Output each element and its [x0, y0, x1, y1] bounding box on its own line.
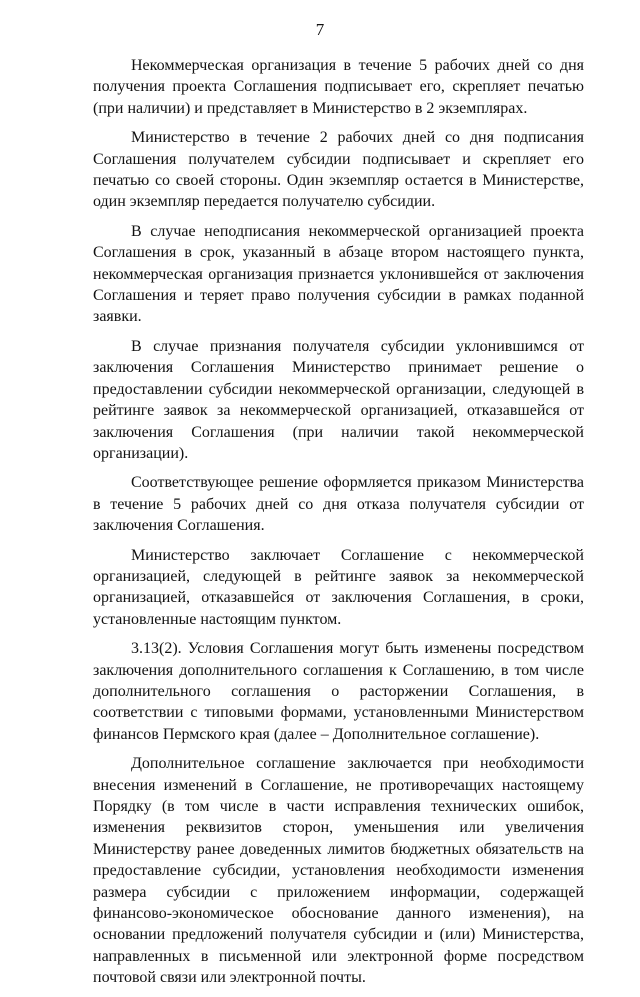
paragraph-agreement-with-next: Министерство заключает Соглашение с некоммерческой организацией, следующей в рейтинге заявок за некоммерческой организацией, отказавшейся от заключения Соглашения, в сроки, установленные настоящим пунктом. [93, 546, 584, 628]
document-body [93, 55, 584, 997]
paragraph-non-signing: В случае неподписания некоммерческой организацией проекта Соглашения в срок, указанный в абзаце втором настоящего пункта, некоммерческая организация признается уклонившейся от заключения Соглашения и теряет право получения субсидии в рамках поданной заявки. [93, 222, 584, 326]
paragraph-order-issuance: Соответствующее решение оформляется приказом Министерства в течение 5 рабочих дней со дня отказа получателя субсидии от заключения Соглашения. [93, 474, 584, 535]
paragraph-signing-by-organization: Некоммерческая организация в течение 5 рабочих дней со дня получения проекта Соглашения подписывает его, скрепляет печатью (при наличии) и представляет в Министерство в 2 экземплярах. [93, 57, 584, 117]
paragraph-clause-3-13-2: 3.13(2). Условия Соглашения могут быть изменены посредством заключения дополнительного соглашения к Соглашению, в том числе дополнительного соглашения о расторжении Соглашения, в соответствии с типовыми формами, установленными Министерством финансов Пермского края (далее – Дополнительное соглашение). [93, 640, 584, 743]
page-number: 7 [315, 20, 325, 39]
paragraph-evasion-decision: В случае признания получателя субсидии уклонившимся от заключения Соглашения Министерство принимает решение о предоставлении субсидии некоммерческой организации, следующей в рейтинге заявок за некоммерческой организацией, отказавшейся от заключения Соглашения (при наличии такой некоммерческой организации). [93, 337, 584, 462]
paragraph-signing-by-ministry: Министерство в течение 2 рабочих дней со дня подписания Соглашения получателем субсидии подписывает и скрепляет его печатью со своей стороны. Один экземпляр остается в Министерстве, один экземпляр передается получателю субсидии. [93, 129, 584, 211]
paragraph-additional-agreement: Дополнительное соглашение заключается при необходимости внесения изменений в Соглашение, не противоречащих настоящему Порядку (в том числе в части исправления технических ошибок, изменения реквизитов сторон, уменьшения или увеличения Министерству ранее доведенных лимитов бюджетных обязательств на предоставление субсидии, установления необходимости изменения размера субсидии с приложением информации, содержащей финансово-экономическое обоснование данного изменения), на основании предложений получателя субсидии и (или) Министерства, направленных в письменной или электронной форме посредством почтовой связи или электронной почты. [93, 755, 584, 987]
